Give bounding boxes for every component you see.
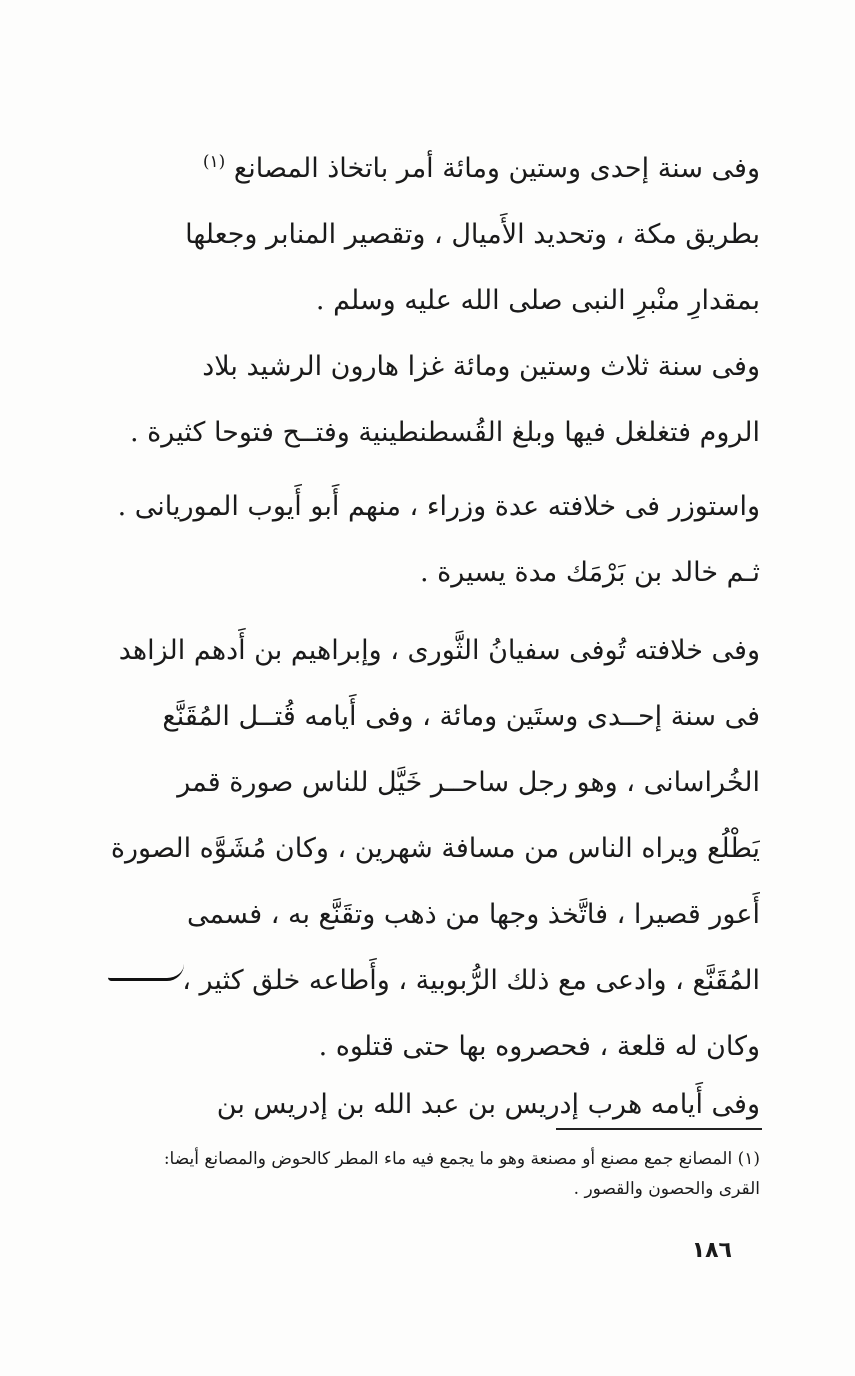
footnote (96, 1144, 760, 1204)
paragraph-2 (100, 334, 760, 466)
paragraph-3-line-1: واستوزر فى خلافته عدة وزراء ، منهم أَبو أَيوب الموريانى . (117, 491, 760, 522)
paragraph-4-line-2: فى سنة إحــدى وستَين ومائة ، وفى أَيامه قُتــل المُقَنَّع (162, 701, 760, 732)
paragraph-4-line-3: الخُراسانى ، وهو رجل ساحــر خَيَّل للناس صورة قمر (177, 767, 760, 798)
paragraph-4-line-1: وفى خلافته تُوفى سفيانُ الثَّورى ، وإبراهيم بن أَدهم الزاهد (118, 635, 760, 666)
paragraph-4-line-7: وكان له قلعة ، فحصروه بها حتى قتلوه . (318, 1031, 760, 1062)
footnote-line-1: (١) المصانع جمع مصنع أو مصنعة وهو ما يجمع فيه ماء المطر كالحوض والمصانع أيضا: (163, 1149, 760, 1169)
paragraph-3 (100, 474, 760, 606)
paragraph-1 (100, 136, 760, 334)
paragraph-2-line-2: الروم فتغلغل فيها وبلغ القُسطنطينية وفتــح فتوحا كثيرة . (130, 417, 760, 448)
paragraph-1-line-2: بطريق مكة ، وتحديد الأَميال ، وتقصير المنابر وجعلها (185, 219, 760, 250)
paragraph-3-line-2: ثـم خالد بن بَرْمَك مدة يسيرة . (419, 557, 760, 588)
paragraph-1-line-3: بمقدارِ منْبرِ النبى صلى الله عليه وسلم . (315, 285, 760, 316)
handwritten-underline-mark (108, 964, 184, 981)
paragraph-4-line-4: يَطْلُع ويراه الناس من مسافة شهرين ، وكان مُشَوَّه الصورة (110, 833, 760, 864)
footnote-separator (556, 1128, 762, 1130)
paragraph-4-line-5: أَعور قصيرا ، فاتَّخذ وجها من ذهب وتقَنَّع به ، فسمى (187, 899, 760, 930)
paragraph-5-line-1: وفى أَيامه هرب إدريس بن عبد الله بن إدريس بن (216, 1089, 760, 1120)
page-number: ١٨٦ (691, 1238, 732, 1263)
paragraph-1-line-1-text: وفى سنة إحدى وستين ومائة أمر باتخاذ المصانع (233, 153, 760, 184)
paragraph-4 (100, 618, 760, 1080)
paragraph-2-line-1: وفى سنة ثلاث وستين ومائة غزا هارون الرشيد بلاد (202, 351, 760, 382)
footnote-reference: (١) (202, 152, 226, 172)
paragraph-1-line-1 (100, 136, 760, 202)
footnote-line-2: القرى والحصون والقصور . (573, 1179, 760, 1199)
paragraph-4-line-6: المُقَنَّع ، وادعى مع ذلك الرُّبوبية ، وأَطاعه خلق كثير ، (182, 965, 760, 996)
